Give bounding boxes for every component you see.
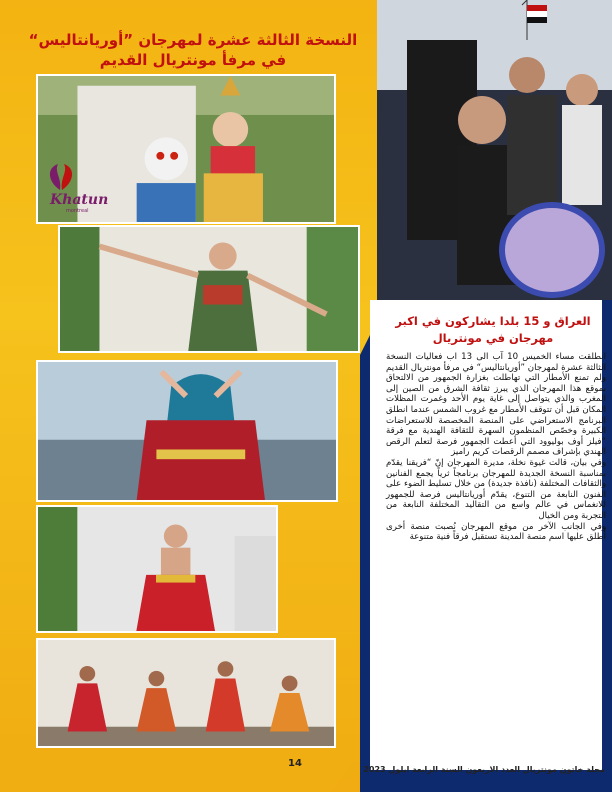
- article-paragraph: انطلقت مساء الخميس 10 آب الى 13 اب فعاليات النسخة الثالثة عشرة لمهرجان ”أوريانتاليس“ في مرفأ مونتريال القديم ولم تمنع الأمطار التي تهاطلت بغزارة الجمهور من الالتحاق بموقع هذا المهرجان الذي يبرز ثقافة الشرق من الصين إلى المغرب والذي يتواصل إلى غاية يوم الأحد وغمرت المظلات المكان قبل أن تتوقف الأمطار مع غروب الشمس عندما انطلق البرنامج الاستعراضي على المنصة المخصصة للاستعراضات الكبيرة وخصّص المنظمون السهرة للثقافة الهندية مع فرقة “فيلز أوف بوليوود التي أعطت الجمهور فرصة لتعلم الرقص الهندي بإشراف مصمم الرقصات كريم راميز: [386, 352, 607, 458]
- article-paragraph: وفي الجانب الآخر من موقع المهرجان نُصبت منصة أخرى أُطلق عليها اسم منصة المدينة تستقبل فرقاً فنية متنوعة: [386, 521, 606, 543]
- khatun-logo: [40, 160, 118, 220]
- logo-sub: montreal: [66, 208, 89, 214]
- photo-musicians: [377, 0, 612, 300]
- photo-indian-dancers: [36, 638, 336, 748]
- photo-dancer-green: [58, 225, 360, 353]
- photo-dancer-red: [36, 360, 338, 502]
- page-number: 14: [288, 758, 302, 769]
- article-paragraph: وفي بيان، قالت غيوة نخلة، مديرة المهرجان إنّ “فريقنا يقدّم بمناسبة النسخة الجديدة للمهرجان برنامجاً ثرياً يجمع الفنانين والثقافات المختلفة (نافذة جديدة) من خلال تسليط الضوء على الفنون النابعة من التنوع، يقدّم أوريانتاليس فرصة للجمهور للانغماس في عالم واسع من التقاليد المختلفة النابعة من التجربة ومن الخيال: [386, 457, 606, 521]
- magazine-footer: مجلة خاتون مونتريال العدد الاربعون السنة الرابعة ايلول 2023: [363, 765, 605, 774]
- article-body: [386, 352, 606, 543]
- logo-script: Khatun: [50, 192, 109, 208]
- photo-dancer-gold: [36, 505, 278, 633]
- article-subtitle: العراق و 15 بلدا يشاركون في اكبر مهرجان في مونتريال: [395, 314, 591, 345]
- page-title: النسخة الثالثة عشرة لمهرجان ”أوريانتاليس“ في مرفأ مونتريال القديم: [28, 31, 358, 69]
